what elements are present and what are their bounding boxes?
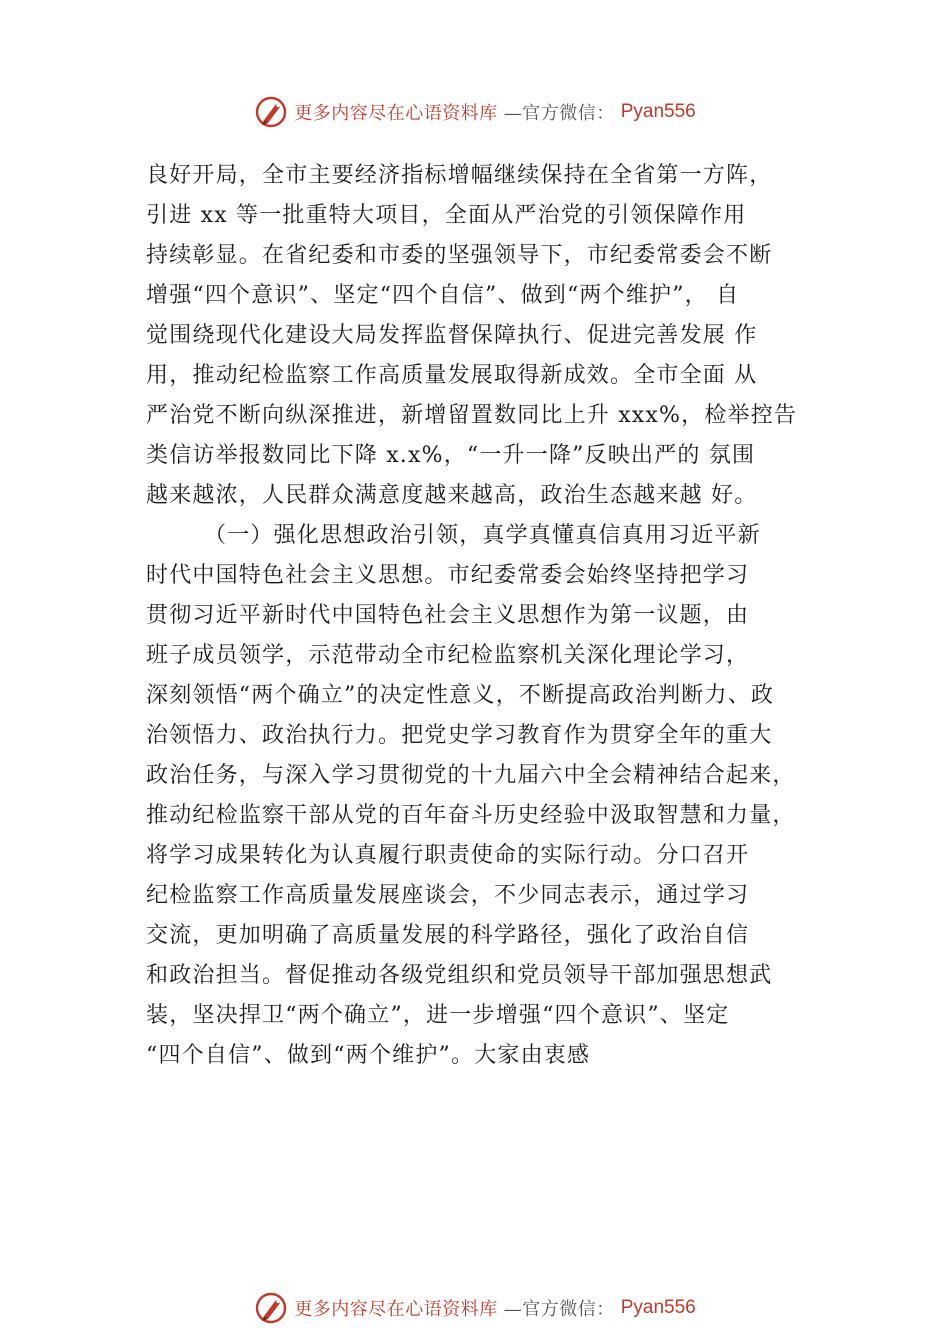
document-body (146, 156, 836, 1076)
pen-logo-icon (254, 95, 288, 129)
text-line: “四个自信”、做到“两个维护”。大家由衷感 (146, 1043, 591, 1068)
text-line: 良好开局，全市主要经济指标增幅继续保持在全省第一方阵， (146, 163, 773, 188)
text-line: 觉围绕现代化建设大局发挥监督保障执行、促进完善发展 作 (146, 323, 758, 348)
text-line: 增强“四个意识”、坚定“四个自信”、做到“两个维护”， 自 (146, 283, 740, 308)
banner-wechat-id: Pyan556 (620, 1297, 696, 1318)
text-line: 严治党不断向纵深推进，新增留置数同比上升 xxx%，检举控告 (146, 403, 798, 428)
banner-separator: —官方微信： (503, 103, 615, 124)
banner-title: 更多内容尽在心语资料库 (294, 103, 498, 124)
banner-title: 更多内容尽在心语资料库 (294, 1299, 498, 1320)
text-line: 纪检监察工作高质量发展座谈会，不少同志表示，通过学习 (146, 883, 750, 908)
text-line: 和政治担当。督促推动各级党组织和党员领导干部加强思想武 (146, 963, 773, 988)
text-line: 用，推动纪检监察工作高质量发展取得新成效。全市全面 从 (146, 363, 758, 388)
text-line: 类信访举报数同比下降 x.x%，“一升一降”反映出严的 氛围 (146, 443, 756, 468)
text-line: 引进 xx 等一批重特大项目，全面从严治党的引领保障作用 (146, 203, 747, 228)
footer-banner-inner (254, 1291, 696, 1325)
text-line: 推动纪检监察干部从党的百年奋斗历史经验中汲取智慧和力量， (146, 803, 796, 828)
pen-logo-icon (254, 1291, 288, 1325)
text-line: 政治任务，与深入学习贯彻党的十九届六中全会精神结合起来， (146, 763, 796, 788)
text-line: 装，坚决捍卫“两个确立”，进一步增强“四个意识”、坚定 (146, 1003, 730, 1028)
text-line: 治领悟力、政治执行力。把党史学习教育作为贯穿全年的重大 (146, 723, 773, 748)
text-line: 交流，更加明确了高质量发展的科学路径，强化了政治自信 (146, 923, 750, 948)
text-line: 深刻领悟“两个确立”的决定性意义，不断提高政治判断力、政 (146, 683, 775, 708)
text-line: 时代中国特色社会主义思想。市纪委常委会始终坚持把学习 (146, 563, 750, 588)
text-line: 贯彻习近平新时代中国特色社会主义思想作为第一议题，由 (146, 603, 750, 628)
footer-banner (0, 1288, 950, 1328)
header-banner-inner (254, 95, 696, 129)
text-line: 班子成员领学，示范带动全市纪检监察机关深化理论学习， (146, 643, 750, 668)
banner-wechat-id: Pyan556 (620, 101, 696, 122)
banner-separator: —官方微信： (503, 1299, 615, 1320)
text-line: 持续彰显。在省纪委和市委的坚强领导下，市纪委常委会不断 (146, 243, 773, 268)
text-line: 将学习成果转化为认真履行职责使命的实际行动。分口召开 (146, 843, 750, 868)
text-line: （一）强化思想政治引领，真学真懂真信真用习近平新 (204, 523, 761, 548)
header-banner (0, 92, 950, 132)
text-line: 越来越浓，人民群众满意度越来越高，政治生态越来越 好。 (146, 483, 758, 508)
